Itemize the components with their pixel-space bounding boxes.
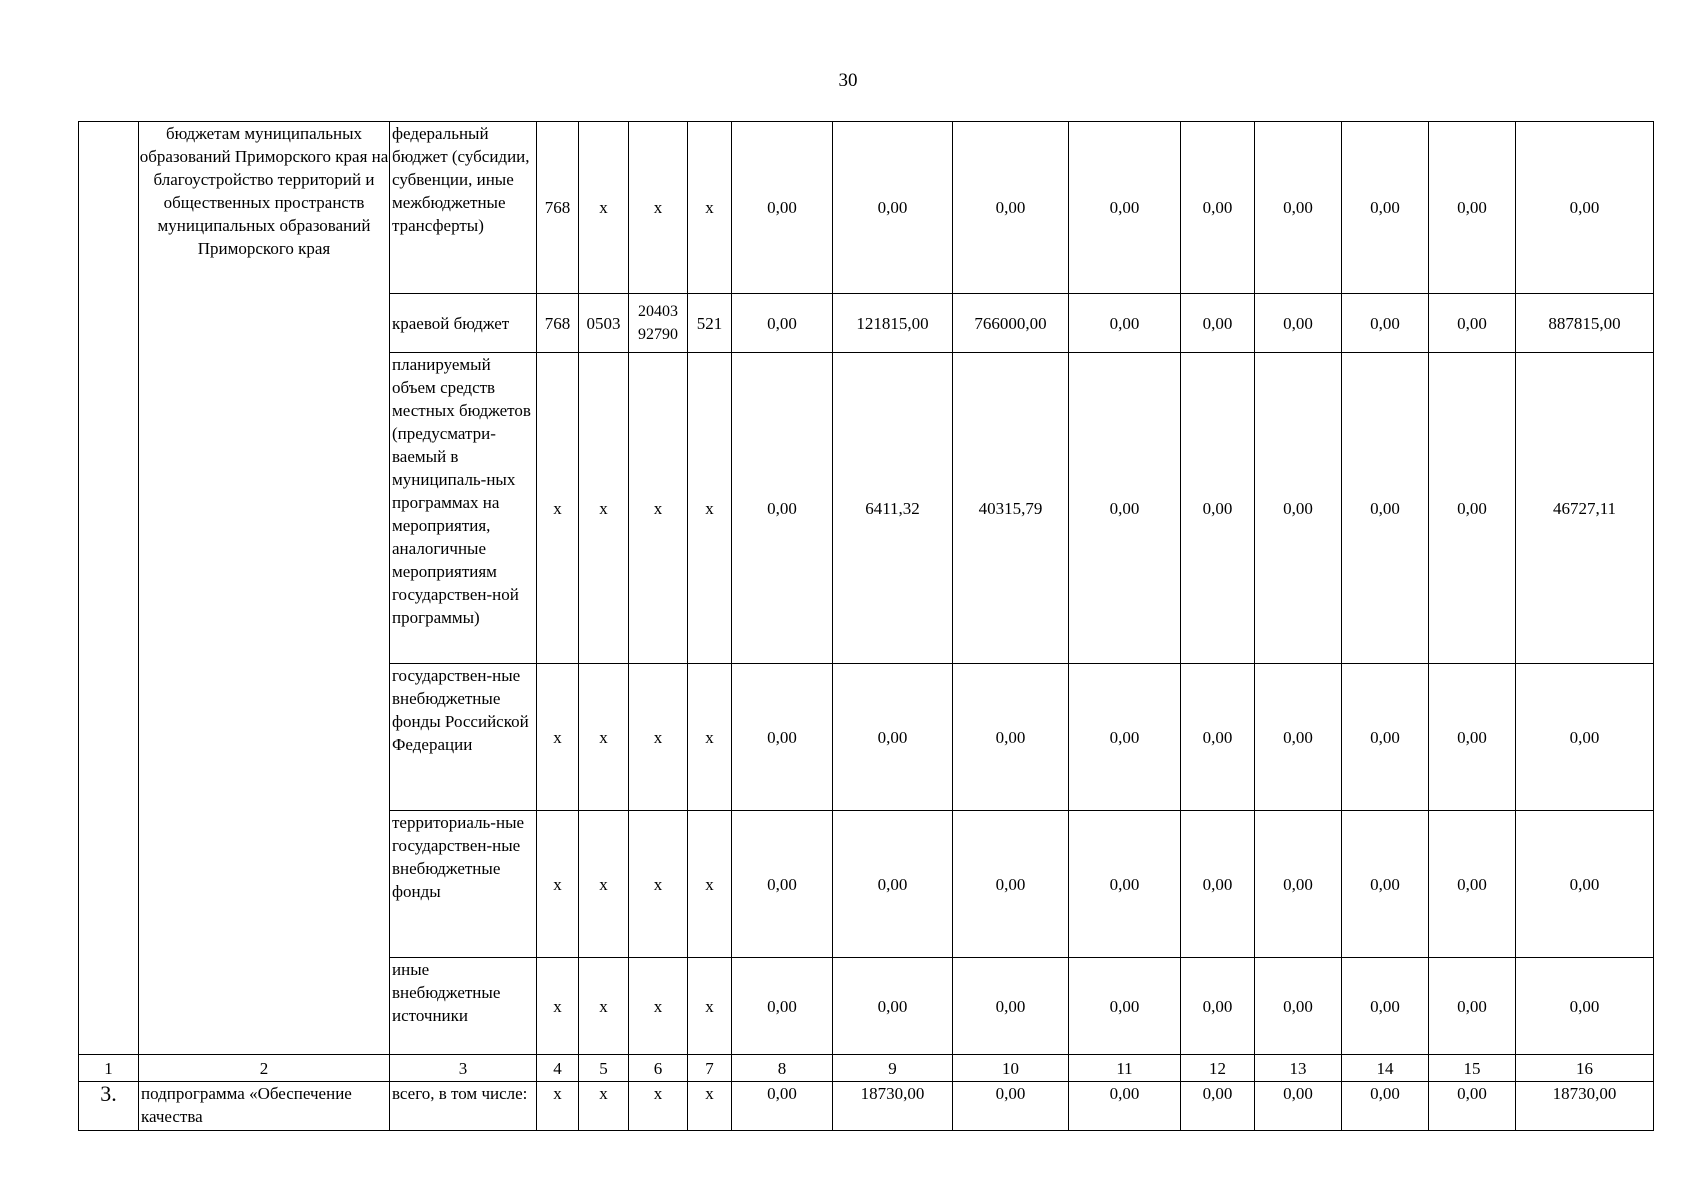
budget-table: [78, 121, 1654, 1131]
value-cell: 0,00: [1181, 958, 1255, 1055]
column-number: 1: [79, 1055, 139, 1082]
cell-col7: x: [688, 353, 732, 664]
page-number: 30: [838, 70, 858, 91]
cell-col6: x: [629, 122, 688, 294]
value-cell: 0,00: [1255, 1082, 1342, 1131]
value-cell: 0,00: [953, 122, 1069, 294]
column-number: 9: [833, 1055, 953, 1082]
value-cell: 0,00: [1516, 811, 1654, 958]
funding-source: территориаль-ные государствен-ные внебюджетные фонды: [390, 811, 537, 958]
cell-col7: x: [688, 1082, 732, 1131]
value-cell: 18730,00: [1516, 1082, 1654, 1131]
value-cell: 887815,00: [1516, 294, 1654, 353]
value-cell: 0,00: [1069, 1082, 1181, 1131]
value-cell: 0,00: [1181, 353, 1255, 664]
table-row: [79, 1082, 1654, 1131]
funding-source: государствен-ные внебюджетные фонды Российской Федерации: [390, 664, 537, 811]
column-number: 2: [139, 1055, 390, 1082]
value-cell: 0,00: [1255, 353, 1342, 664]
table-row: [79, 122, 1654, 294]
column-number: 8: [732, 1055, 833, 1082]
value-cell: 0,00: [1516, 122, 1654, 294]
value-cell: 0,00: [1181, 1082, 1255, 1131]
value-cell: 0,00: [732, 1082, 833, 1131]
column-number: 5: [579, 1055, 629, 1082]
cell-col4: x: [537, 664, 579, 811]
cell-col4: x: [537, 811, 579, 958]
column-number-row: [79, 1055, 1654, 1082]
value-cell: 0,00: [732, 811, 833, 958]
value-cell: 0,00: [953, 958, 1069, 1055]
value-cell: 0,00: [1181, 664, 1255, 811]
funding-source: иные внебюджетные источники: [390, 958, 537, 1055]
value-cell: 0,00: [1255, 958, 1342, 1055]
cell-col6: 20403 92790: [629, 294, 688, 353]
value-cell: 0,00: [732, 958, 833, 1055]
cell-col5: x: [579, 122, 629, 294]
column-number: 14: [1342, 1055, 1429, 1082]
value-cell: 0,00: [953, 1082, 1069, 1131]
row-number-cell: [79, 122, 139, 1055]
cell-col4: x: [537, 958, 579, 1055]
value-cell: 0,00: [1181, 294, 1255, 353]
subprogram-name: подпрограмма «Обеспечение качества: [139, 1082, 390, 1131]
cell-col4: x: [537, 1082, 579, 1131]
value-cell: 18730,00: [833, 1082, 953, 1131]
value-cell: 40315,79: [953, 353, 1069, 664]
cell-col5: x: [579, 353, 629, 664]
value-cell: 0,00: [1429, 294, 1516, 353]
funding-source: планируемый объем средств местных бюджетов (предусматри-ваемый в муниципаль-ных программах на мероприятия, аналогичные мероприятиям государствен-ной программы): [390, 353, 537, 664]
value-cell: 0,00: [1342, 811, 1429, 958]
value-cell: 0,00: [732, 353, 833, 664]
value-cell: 0,00: [1429, 958, 1516, 1055]
cell-col5: x: [579, 1082, 629, 1131]
column-number: 7: [688, 1055, 732, 1082]
cell-col6: x: [629, 958, 688, 1055]
value-cell: 121815,00: [833, 294, 953, 353]
value-cell: 0,00: [833, 958, 953, 1055]
cell-col7: 521: [688, 294, 732, 353]
value-cell: 6411,32: [833, 353, 953, 664]
value-cell: 0,00: [1429, 353, 1516, 664]
value-cell: 0,00: [833, 664, 953, 811]
value-cell: 0,00: [732, 294, 833, 353]
value-cell: 0,00: [1069, 122, 1181, 294]
value-cell: 0,00: [1069, 664, 1181, 811]
cell-col6: x: [629, 664, 688, 811]
value-cell: 0,00: [953, 811, 1069, 958]
value-cell: 0,00: [1069, 811, 1181, 958]
funding-source: краевой бюджет: [390, 294, 537, 353]
cell-col7: x: [688, 811, 732, 958]
value-cell: 0,00: [1342, 958, 1429, 1055]
value-cell: 0,00: [1069, 958, 1181, 1055]
value-cell: 0,00: [1342, 122, 1429, 294]
cell-col6: x: [629, 811, 688, 958]
value-cell: 0,00: [1516, 958, 1654, 1055]
value-cell: 0,00: [1342, 1082, 1429, 1131]
cell-col4: 768: [537, 294, 579, 353]
cell-col5: x: [579, 958, 629, 1055]
value-cell: 0,00: [1255, 811, 1342, 958]
value-cell: 0,00: [953, 664, 1069, 811]
value-cell: 0,00: [1255, 294, 1342, 353]
cell-col6: x: [629, 353, 688, 664]
column-number: 10: [953, 1055, 1069, 1082]
column-number: 11: [1069, 1055, 1181, 1082]
value-cell: 0,00: [1181, 811, 1255, 958]
value-cell: 0,00: [1342, 664, 1429, 811]
cell-col7: x: [688, 958, 732, 1055]
value-cell: 0,00: [732, 122, 833, 294]
value-cell: 0,00: [1069, 294, 1181, 353]
cell-col7: x: [688, 122, 732, 294]
column-number: 16: [1516, 1055, 1654, 1082]
value-cell: 0,00: [1429, 1082, 1516, 1131]
section-description: бюджетам муниципальных образований Приморского края на благоустройство территорий и общественных пространств муниципальных образований Приморского края: [139, 122, 390, 1055]
funding-source: федеральный бюджет (субсидии, субвенции, иные межбюджетные трансферты): [390, 122, 537, 294]
value-cell: 0,00: [833, 122, 953, 294]
cell-col5: x: [579, 664, 629, 811]
value-cell: 0,00: [1181, 122, 1255, 294]
value-cell: 766000,00: [953, 294, 1069, 353]
column-number: 6: [629, 1055, 688, 1082]
value-cell: 0,00: [1429, 811, 1516, 958]
value-cell: 0,00: [1516, 664, 1654, 811]
cell-col5: x: [579, 811, 629, 958]
column-number: 13: [1255, 1055, 1342, 1082]
value-cell: 0,00: [1069, 353, 1181, 664]
funding-source: всего, в том числе:: [390, 1082, 537, 1131]
cell-col4: x: [537, 353, 579, 664]
value-cell: 0,00: [1342, 353, 1429, 664]
value-cell: 0,00: [1342, 294, 1429, 353]
column-number: 12: [1181, 1055, 1255, 1082]
cell-col5: 0503: [579, 294, 629, 353]
column-number: 4: [537, 1055, 579, 1082]
value-cell: 0,00: [1255, 664, 1342, 811]
value-cell: 0,00: [833, 811, 953, 958]
value-cell: 0,00: [1255, 122, 1342, 294]
value-cell: 0,00: [1429, 122, 1516, 294]
row-number: 3.: [79, 1082, 139, 1131]
value-cell: 0,00: [1429, 664, 1516, 811]
value-cell: 46727,11: [1516, 353, 1654, 664]
cell-col6: x: [629, 1082, 688, 1131]
column-number: 15: [1429, 1055, 1516, 1082]
cell-col4: 768: [537, 122, 579, 294]
value-cell: 0,00: [732, 664, 833, 811]
cell-col7: x: [688, 664, 732, 811]
column-number: 3: [390, 1055, 537, 1082]
